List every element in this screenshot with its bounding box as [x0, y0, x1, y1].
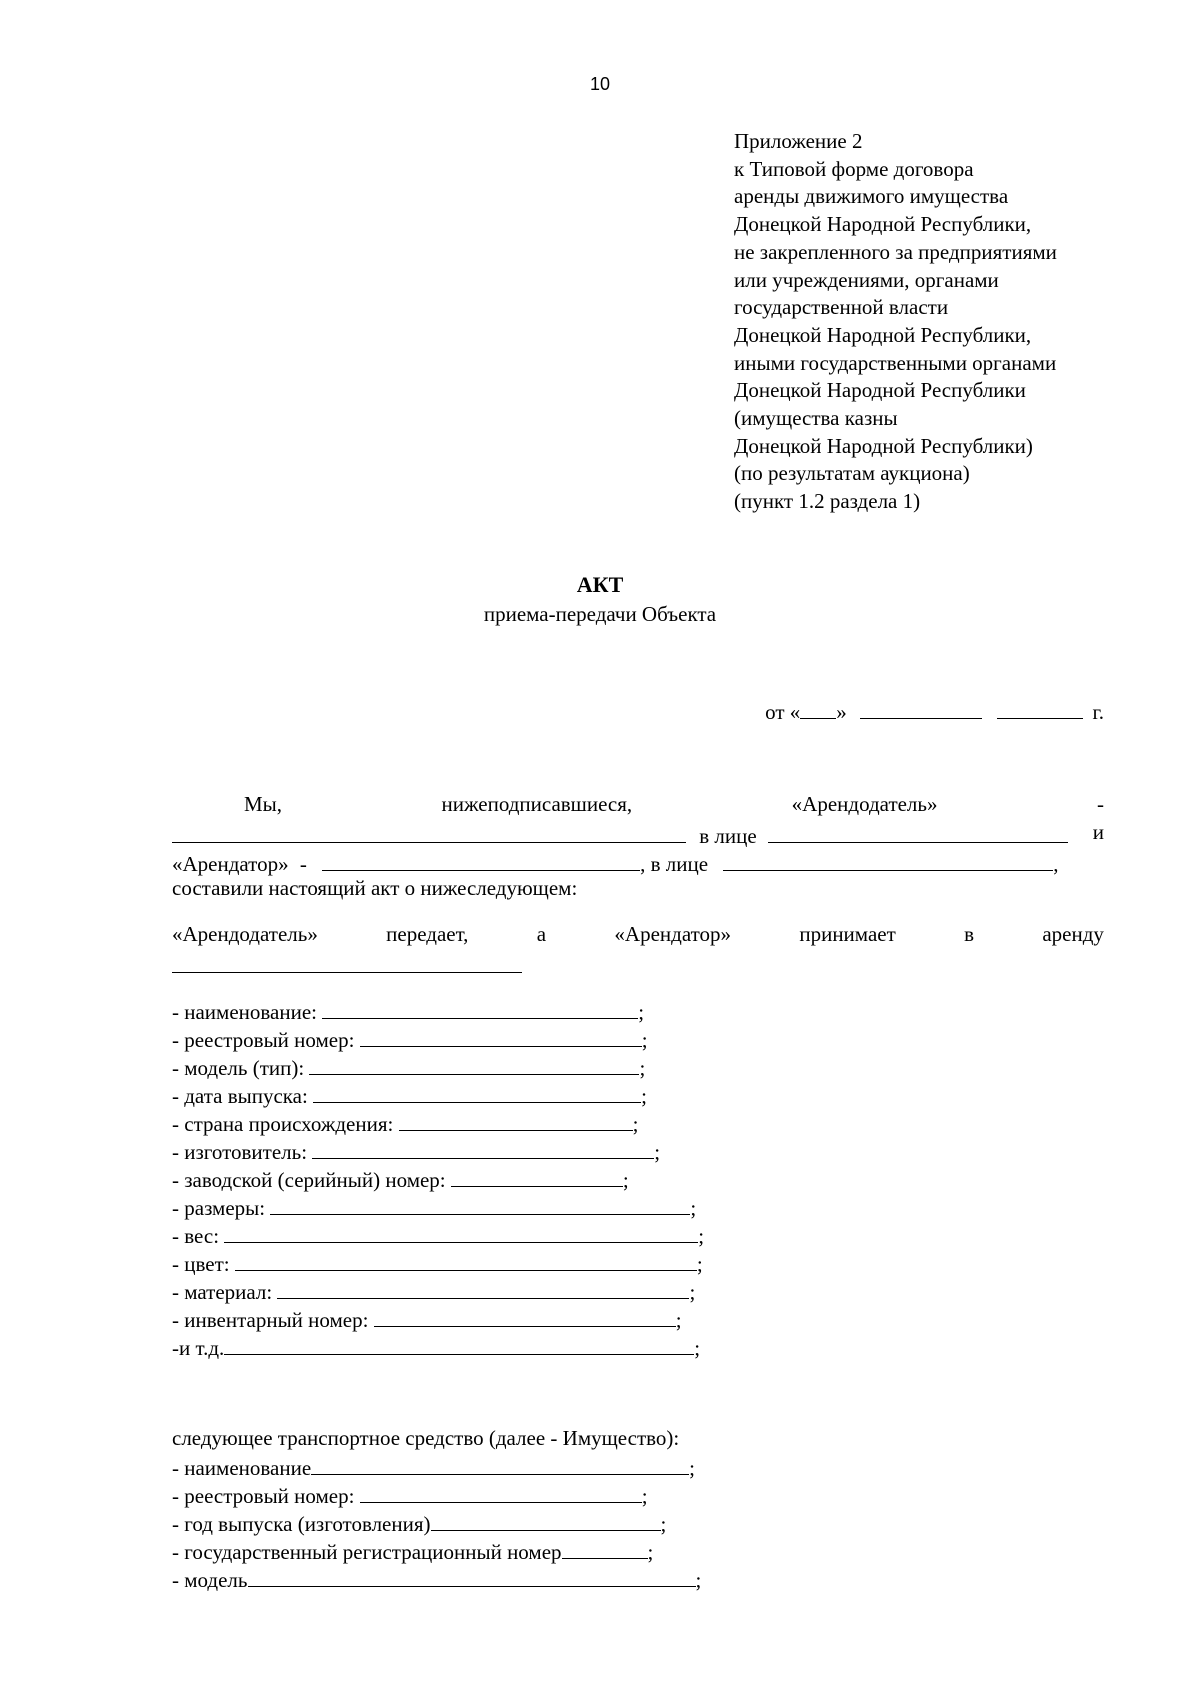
vehicle-item-label: - государственный регистрационный номер [172, 1540, 562, 1565]
vehicle-item-name [172, 1452, 695, 1482]
appendix-line: не закрепленного за предприятиями [734, 239, 1057, 264]
item-etc [172, 1332, 700, 1362]
semicolon: ; [641, 1084, 647, 1109]
item-label: - модель (тип): [172, 1056, 310, 1081]
vehicle-item-year [172, 1508, 666, 1538]
semicolon: ; [641, 1484, 648, 1509]
transfer-word: а [536, 922, 547, 946]
intro-line-2 [172, 820, 1104, 849]
item-dimensions [172, 1192, 696, 1222]
appendix-block [734, 128, 1174, 516]
appendix-line: (по результатам аукциона) [734, 461, 970, 486]
item-color [172, 1248, 703, 1278]
item-blank[interactable] [399, 1108, 633, 1131]
date-close-quote: » [836, 700, 847, 725]
transfer-word: в [964, 922, 975, 946]
intro-undersigned: нижеподписавшиеся, [441, 792, 633, 816]
vehicle-item-label: - реестровый номер: [172, 1484, 360, 1509]
item-blank[interactable] [374, 1304, 676, 1327]
page-number: 10 [589, 74, 611, 94]
document-title: АКТ [576, 572, 624, 597]
item-release-date [172, 1080, 647, 1110]
item-serial-number [172, 1164, 629, 1194]
vehicle-item-blank[interactable] [248, 1564, 696, 1587]
item-label: -и т.д. [172, 1336, 225, 1361]
transfer-line [172, 922, 1104, 947]
item-label: - цвет: [172, 1252, 235, 1277]
appendix-line: Донецкой Народной Республики [734, 378, 1026, 403]
vehicle-item-plate [172, 1536, 653, 1566]
item-blank[interactable] [309, 1052, 639, 1075]
semicolon: ; [660, 1512, 667, 1537]
item-label: - инвентарный номер: [172, 1308, 374, 1333]
semicolon: ; [641, 1028, 648, 1053]
vehicle-item-label: - наименование [172, 1456, 312, 1481]
item-model [172, 1052, 645, 1082]
intro-lessee: «Арендатор» [172, 852, 289, 877]
semicolon: ; [622, 1168, 629, 1193]
vehicle-item-registry-number [172, 1480, 648, 1510]
appendix-line: Донецкой Народной Республики, [734, 212, 1032, 237]
appendix-line: (пункт 1.2 раздела 1) [734, 489, 921, 514]
item-label: - наименование: [172, 1000, 323, 1025]
transfer-word: передает, [386, 922, 469, 946]
date-prefix: от « [765, 700, 801, 725]
appendix-line: (имущества казны [734, 406, 898, 431]
vehicle-intro: следующее транспортное средство (далее - Имущество): [172, 1426, 680, 1450]
vehicle-item-blank[interactable] [311, 1452, 689, 1475]
intro-in-person-2: , в лице [640, 852, 709, 877]
lessee-name-blank[interactable] [322, 848, 640, 871]
item-blank[interactable] [277, 1276, 689, 1299]
item-blank[interactable] [235, 1248, 697, 1271]
item-label: - материал: [172, 1280, 278, 1305]
month-blank[interactable] [860, 696, 982, 719]
item-label: - вес: [172, 1224, 225, 1249]
item-blank[interactable] [451, 1164, 623, 1187]
intro-comma: , [1053, 852, 1059, 877]
item-blank[interactable] [270, 1192, 690, 1215]
semicolon: ; [698, 1224, 705, 1249]
item-label: - реестровый номер: [172, 1028, 360, 1053]
intro-dash: - [1097, 792, 1104, 816]
appendix-line: аренды движимого имущества [734, 184, 1009, 209]
appendix-line: Донецкой Народной Республики) [734, 433, 1033, 458]
semicolon: ; [696, 1252, 703, 1277]
vehicle-item-label: - год выпуска (изготовления) [172, 1512, 431, 1537]
semicolon: ; [694, 1336, 701, 1361]
intro-in-person: в лице [699, 824, 757, 849]
semicolon: ; [689, 1456, 695, 1481]
appendix-line: к Типовой форме договора [734, 156, 974, 181]
item-inventory-number [172, 1304, 682, 1334]
appendix-line: иными государственными органами [734, 350, 1057, 375]
vehicle-item-model [172, 1564, 701, 1594]
semicolon: ; [639, 1056, 646, 1081]
appendix-line: или учреждениями, органами [734, 267, 999, 292]
item-blank[interactable] [224, 1220, 698, 1243]
item-blank[interactable] [322, 996, 638, 1019]
item-label: - заводской (серийный) номер: [172, 1168, 451, 1193]
intro-and: и [1092, 820, 1104, 844]
semicolon: ; [632, 1112, 639, 1137]
item-blank[interactable] [313, 1080, 641, 1103]
vehicle-item-label: - модель [172, 1568, 248, 1593]
appendix-line: государственной власти [734, 295, 949, 320]
lessor-rep-blank[interactable] [768, 820, 1068, 843]
intro-composed: составили настоящий акт о нижеследующем: [172, 876, 578, 900]
lessor-name-blank[interactable] [172, 820, 686, 843]
intro-line-1 [172, 792, 1104, 817]
appendix-line: Приложение 2 [734, 129, 863, 153]
item-blank[interactable] [360, 1024, 642, 1047]
vehicle-item-blank[interactable] [431, 1508, 661, 1531]
transfer-word: «Арендатор» [614, 922, 732, 946]
transfer-object-blank[interactable] [172, 972, 522, 973]
semicolon: ; [647, 1540, 654, 1565]
year-blank[interactable] [997, 696, 1083, 719]
semicolon: ; [690, 1196, 697, 1221]
semicolon: ; [689, 1280, 696, 1305]
item-label: - дата выпуска: [172, 1084, 314, 1109]
item-blank[interactable] [224, 1332, 694, 1355]
item-manufacturer [172, 1136, 660, 1166]
intro-line-3 [172, 848, 1104, 877]
lessee-rep-blank[interactable] [723, 848, 1053, 871]
item-country [172, 1108, 638, 1138]
item-registry-number [172, 1024, 648, 1054]
semicolon: ; [638, 1000, 645, 1025]
item-blank[interactable] [312, 1136, 654, 1159]
semicolon: ; [675, 1308, 682, 1333]
item-label: - изготовитель: [172, 1140, 313, 1165]
item-label: - страна происхождения: [172, 1112, 399, 1137]
item-name [172, 996, 644, 1026]
item-material [172, 1276, 695, 1306]
intro-we: Мы, [244, 792, 283, 816]
transfer-word: «Арендодатель» [172, 922, 318, 946]
year-suffix: г. [1092, 700, 1104, 725]
document-subtitle: приема-передачи Объекта [483, 602, 717, 626]
semicolon: ; [654, 1140, 661, 1165]
item-weight [172, 1220, 704, 1250]
semicolon: ; [695, 1568, 702, 1593]
vehicle-item-blank[interactable] [360, 1480, 642, 1503]
transfer-word: аренду [1042, 922, 1104, 946]
vehicle-item-blank[interactable] [562, 1536, 648, 1559]
appendix-line: Донецкой Народной Республики, [734, 322, 1032, 347]
date-line [765, 696, 1104, 725]
day-blank[interactable] [800, 696, 836, 719]
transfer-word: принимает [799, 922, 896, 946]
intro-lessor: «Арендодатель» [791, 792, 938, 816]
item-label: - размеры: [172, 1196, 271, 1221]
intro-lessee-dash: - [299, 852, 307, 877]
